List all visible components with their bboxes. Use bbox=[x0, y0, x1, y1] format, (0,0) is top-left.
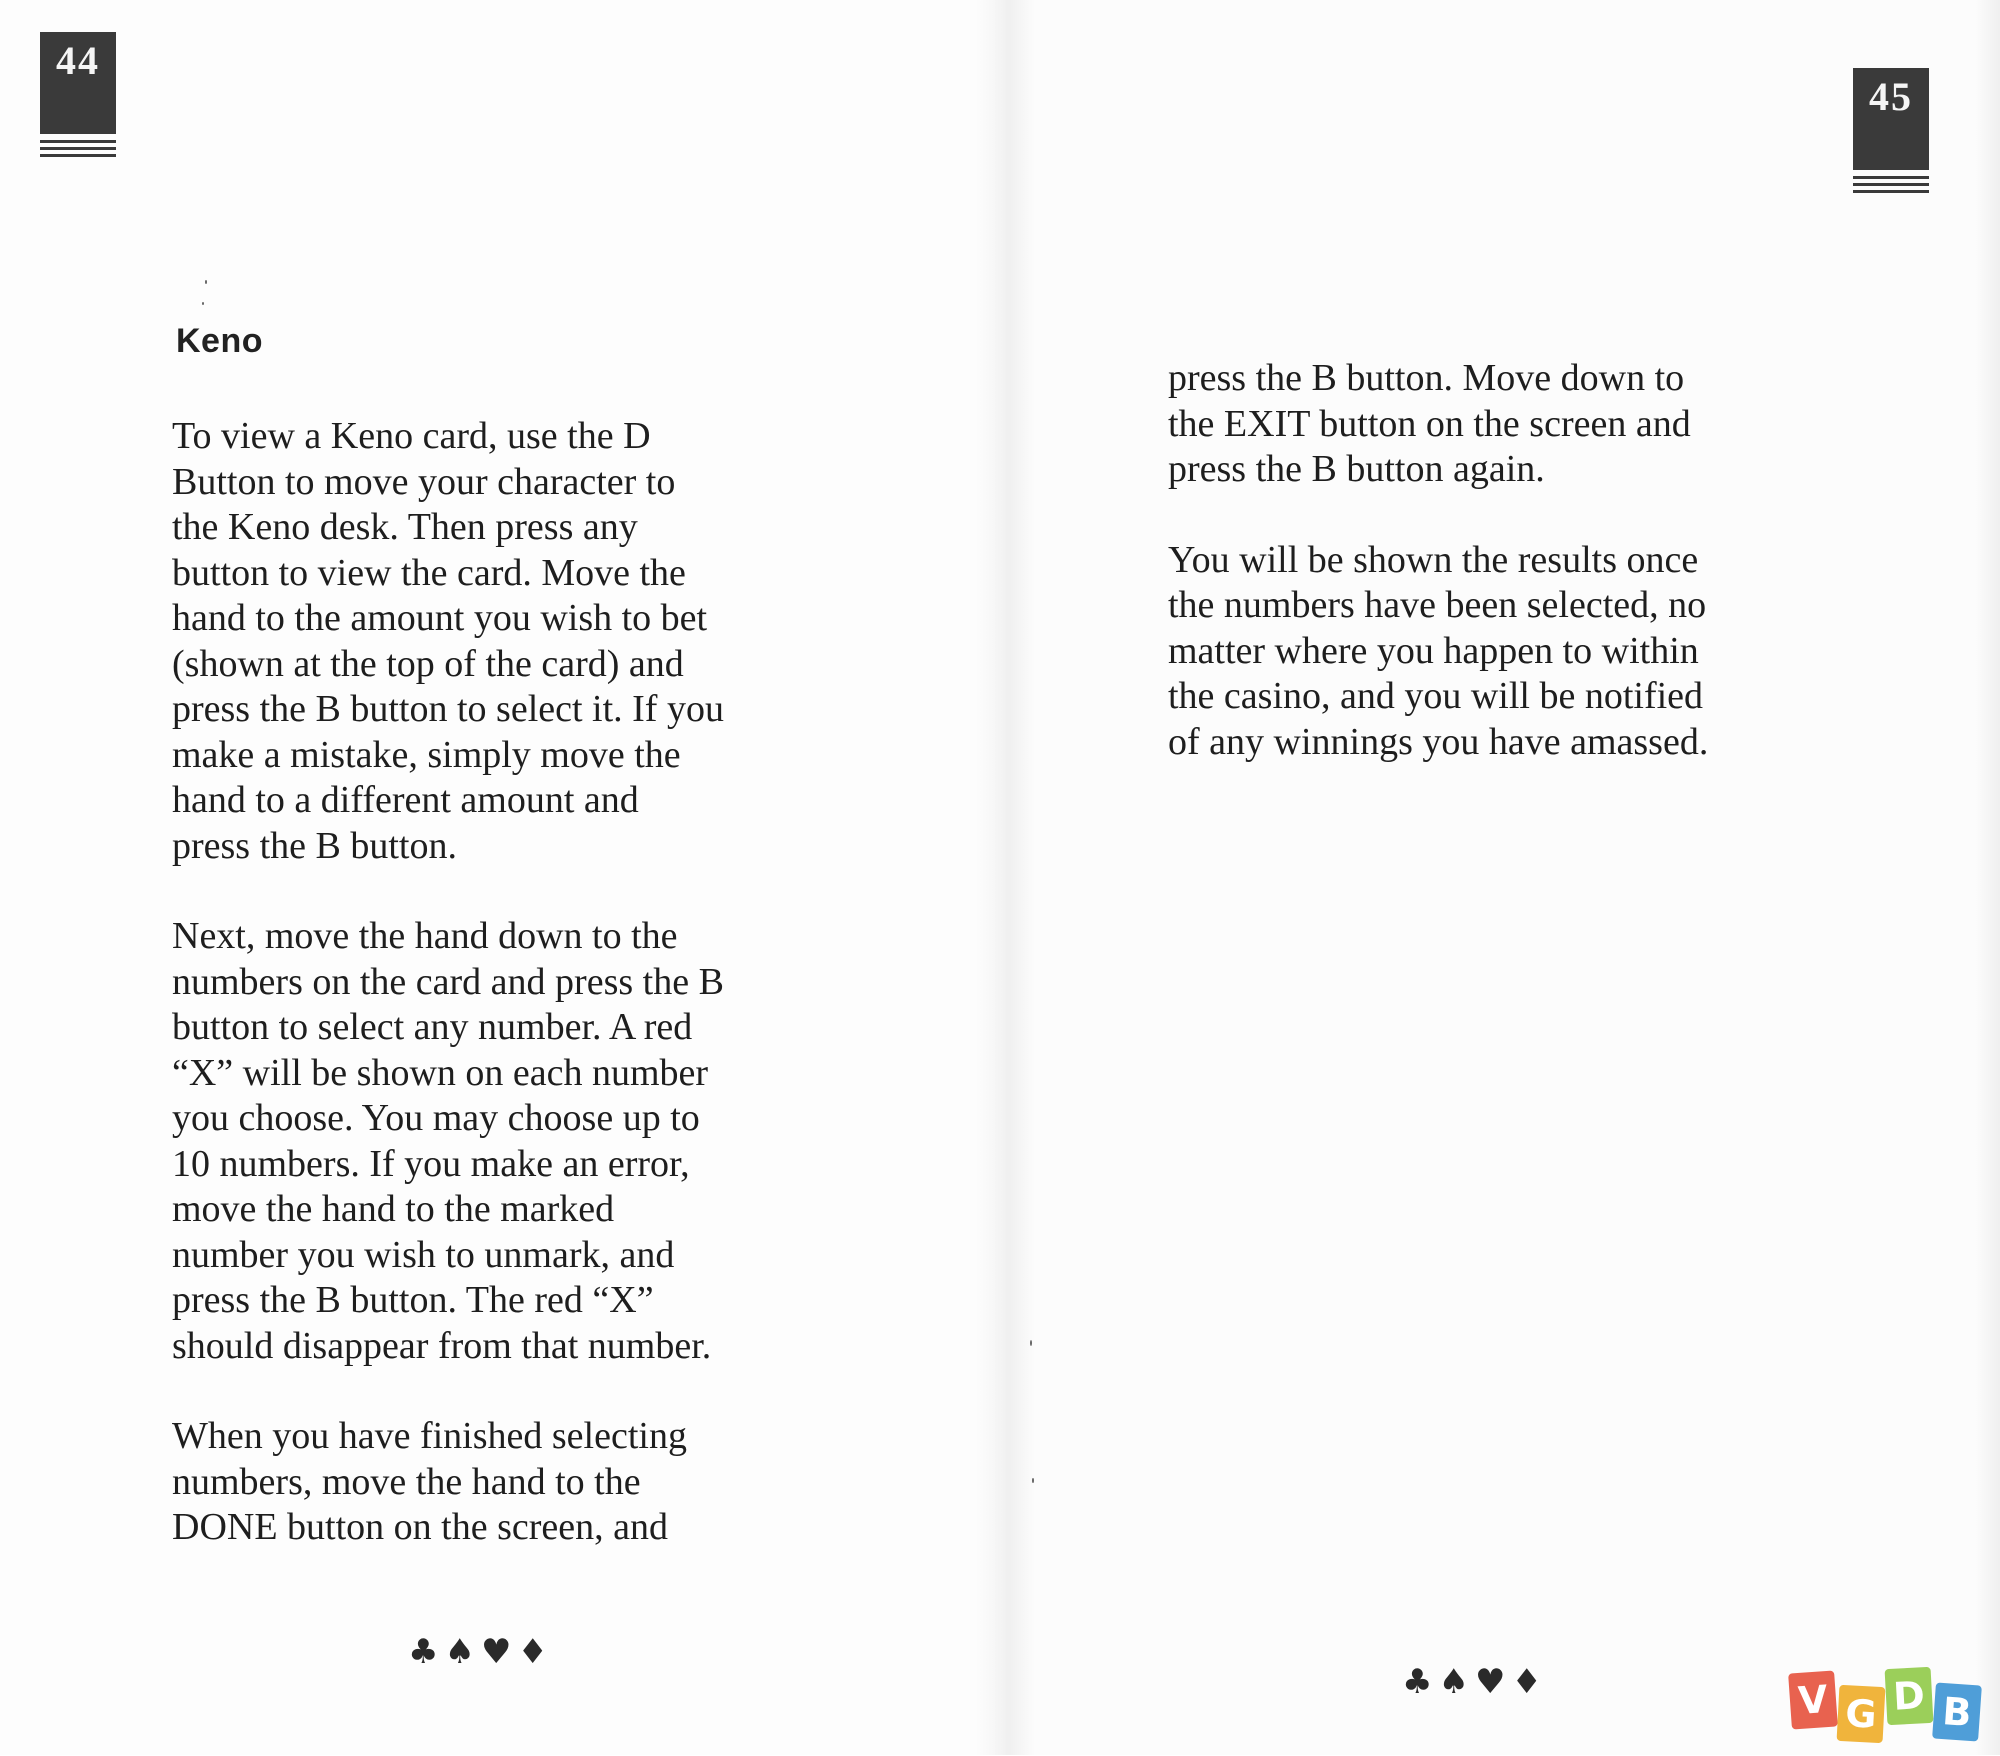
section-heading: Keno bbox=[176, 322, 263, 360]
text-line: When you have finished selecting bbox=[172, 1415, 687, 1457]
page-tab-rules bbox=[1853, 176, 1929, 193]
watermark-tile-g: G bbox=[1837, 1685, 1886, 1743]
right-page bbox=[995, 0, 2000, 1755]
text-line: “X” will be shown on each number bbox=[172, 1051, 709, 1094]
text-line: press the B button to select it. If you bbox=[172, 688, 724, 730]
text-line: make a mistake, simply move the bbox=[172, 733, 681, 776]
watermark-tile-d: D bbox=[1885, 1667, 1934, 1725]
text-line: number you wish to unmark, and bbox=[172, 1233, 675, 1276]
book-gutter-shadow bbox=[975, 0, 1035, 1755]
text-line: DONE button on the screen, and bbox=[172, 1506, 668, 1548]
paragraph bbox=[1168, 356, 1808, 493]
text-line: matter where you happen to within bbox=[1168, 629, 1699, 672]
vgdb-watermark-logo bbox=[1790, 1666, 1990, 1756]
text-line: the EXIT button on the screen and bbox=[1168, 402, 1691, 445]
text-line: You will be shown the results once bbox=[1168, 538, 1699, 581]
watermark-tile-b: B bbox=[1932, 1682, 1982, 1741]
page-number-left: 44 bbox=[40, 32, 116, 134]
text-line: you choose. You may choose up to bbox=[172, 1097, 700, 1139]
text-line: press the B button. The red “X” bbox=[172, 1279, 654, 1321]
page-number-tab-right bbox=[1853, 68, 1929, 197]
left-text-column bbox=[172, 414, 812, 1596]
text-line: Next, move the hand down to the bbox=[172, 915, 678, 957]
watermark-tile-v: V bbox=[1788, 1670, 1838, 1729]
text-line: press the B button. Move down to bbox=[1168, 357, 1685, 399]
text-line: the numbers have been selected, no bbox=[1168, 584, 1707, 626]
text-line: the Keno desk. Then press any bbox=[172, 506, 638, 548]
paper-speck bbox=[205, 280, 207, 284]
text-line: press the B button again. bbox=[1168, 448, 1545, 490]
paragraph bbox=[172, 414, 812, 869]
text-line: button to view the card. Move the bbox=[172, 551, 686, 594]
paragraph bbox=[172, 1414, 812, 1551]
text-line: move the hand to the marked bbox=[172, 1188, 615, 1230]
text-line: (shown at the top of the card) and bbox=[172, 642, 684, 685]
text-line: of any winnings you have amassed. bbox=[1168, 720, 1709, 763]
card-suits-ornament: ♣♠♥♦ bbox=[408, 1632, 554, 1672]
paragraph bbox=[172, 914, 812, 1369]
text-line: hand to the amount you wish to bet bbox=[172, 597, 708, 639]
text-line: To view a Keno card, use the D bbox=[172, 415, 651, 457]
page-edge-shadow bbox=[1975, 0, 2000, 1755]
text-line: should disappear from that number. bbox=[172, 1324, 712, 1367]
text-line: numbers, move the hand to the bbox=[172, 1460, 641, 1503]
paper-speck bbox=[202, 302, 204, 305]
page-tab-rules bbox=[40, 140, 116, 157]
left-page bbox=[0, 0, 995, 1755]
paragraph bbox=[1168, 538, 1808, 766]
page-number-tab-left bbox=[40, 32, 116, 161]
text-line: Button to move your character to bbox=[172, 460, 676, 503]
text-line: 10 numbers. If you make an error, bbox=[172, 1142, 690, 1185]
text-line: the casino, and you will be notified bbox=[1168, 675, 1704, 717]
text-line: press the B button. bbox=[172, 824, 457, 867]
text-line: numbers on the card and press the B bbox=[172, 960, 724, 1003]
page-number-right: 45 bbox=[1853, 68, 1929, 170]
text-line: button to select any number. A red bbox=[172, 1006, 693, 1048]
text-line: hand to a different amount and bbox=[172, 779, 639, 821]
card-suits-ornament: ♣♠♥♦ bbox=[1402, 1662, 1548, 1702]
right-text-column bbox=[1168, 356, 1808, 810]
